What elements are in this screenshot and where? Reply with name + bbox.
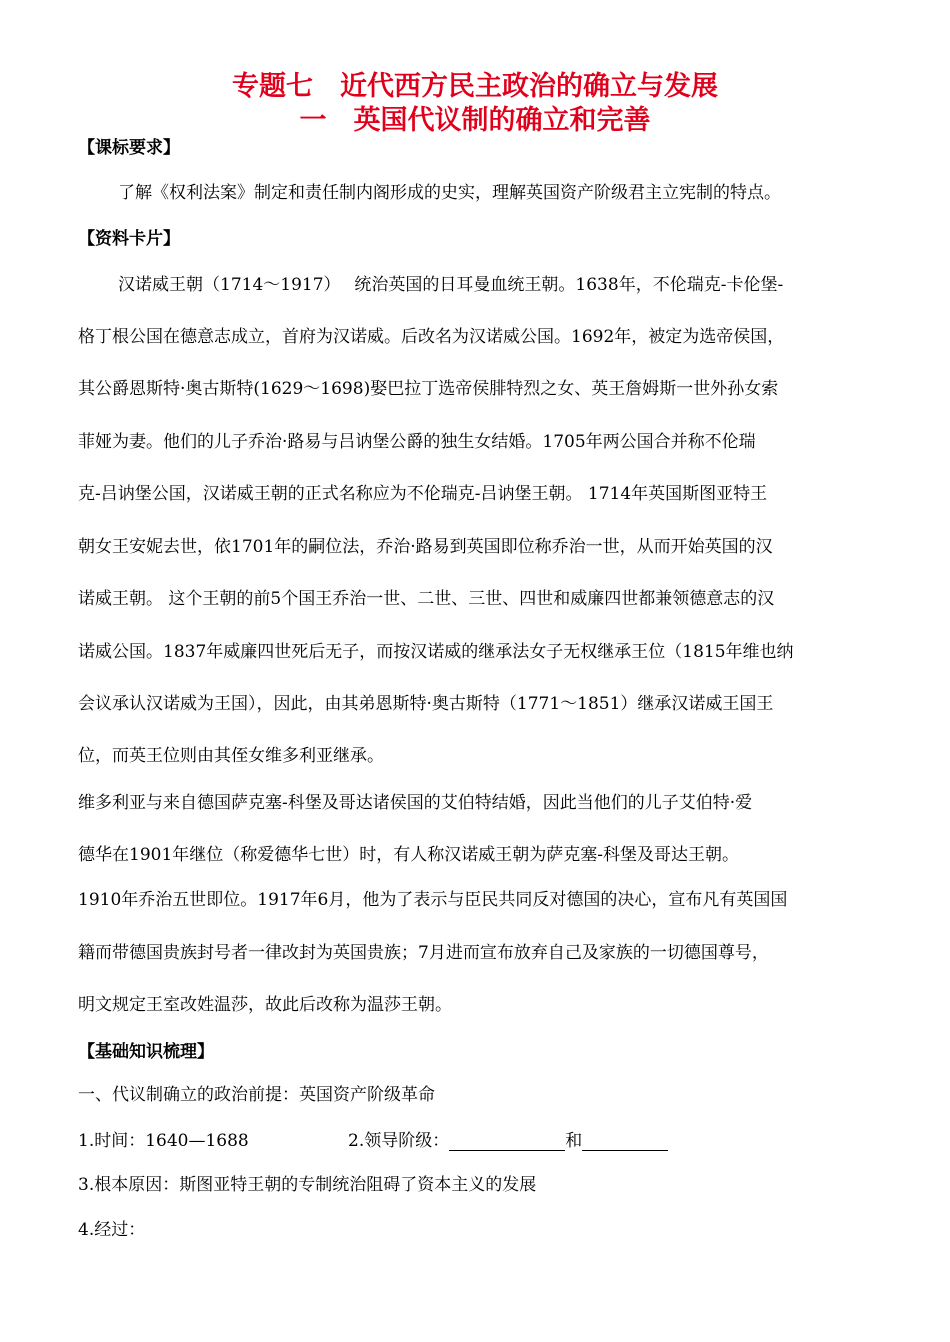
basics-time: 1.时间：1640—1688 (78, 1131, 249, 1151)
card-line: 菲娅为妻。他们的儿子乔治·路易与吕讷堡公爵的独生女结婚。1705年两公国合并称不伦瑞 (78, 432, 756, 452)
card-line: 格丁根公国在德意志成立，首府为汉诺威。后改名为汉诺威公国。1692年，被定为选帝侯国， (78, 327, 785, 347)
card-line: 诺威公国。1837年威廉四世死后无子，而按汉诺威的继承法女子无权继承王位（1815年维也纳 (78, 642, 794, 662)
card-line: 德华在1901年继位（称爱德华七世）时，有人称汉诺威王朝为萨克塞-科堡及哥达王朝。 (78, 845, 740, 865)
card-line: 籍而带德国贵族封号者一律改封为英国贵族；7月进而宣布放弃自己及家族的一切德国尊号， (78, 943, 769, 963)
basics-item-1: 一、代议制确立的政治前提：英国资产阶级革命 (78, 1085, 435, 1105)
card-line: 其公爵恩斯特·奥古斯特(1629～1698)娶巴拉丁选帝侯腓特烈之女、英王詹姆斯一世外孙女索 (78, 379, 779, 399)
card-line: 维多利亚与来自德国萨克塞-科堡及哥达诸侯国的艾伯特结婚，因此当他们的儿子艾伯特·爱 (78, 793, 753, 813)
curriculum-heading: 【课标要求】 (78, 138, 180, 158)
card-heading: 【资料卡片】 (78, 229, 180, 249)
card-line: 朝女王安妮去世，依1701年的嗣位法，乔治·路易到英国即位称乔治一世，从而开始英国的汉 (78, 537, 773, 557)
basics-cause: 3.根本原因：斯图亚特王朝的专制统治阻碍了资本主义的发展 (78, 1175, 537, 1195)
lesson-title: 一 英国代议制的确立和完善 (299, 105, 651, 136)
basics-leader-and: 和 (565, 1131, 583, 1151)
card-line: 克-吕讷堡公国，汉诺威王朝的正式名称应为不伦瑞克-吕讷堡王朝。 1714年英国斯图亚特王 (78, 484, 768, 504)
basics-process: 4.经过： (78, 1220, 146, 1240)
basics-leader-label: 2.领导阶级： (348, 1131, 450, 1151)
curriculum-text: 了解《权利法案》制定和责任制内阁形成的史实，理解英国资产阶级君主立宪制的特点。 (118, 183, 781, 203)
card-line: 汉诺威王朝（1714～1917） 统治英国的日耳曼血统王朝。1638年，不伦瑞克-卡伦堡- (118, 275, 784, 295)
document-title: 专题七 近代西方民主政治的确立与发展 (232, 71, 718, 102)
card-line: 1910年乔治五世即位。1917年6月，他为了表示与臣民共同反对德国的决心，宣布凡有英国国 (78, 890, 788, 910)
card-line: 明文规定王室改姓温莎，故此后改称为温莎王朝。 (78, 995, 452, 1015)
fill-blank-2[interactable] (582, 1132, 668, 1151)
card-line: 诺威王朝。 这个王朝的前5个国王乔治一世、二世、三世、四世和威廉四世都兼领德意志的汉 (78, 589, 775, 609)
card-line: 会议承认汉诺威为王国），因此，由其弟恩斯特·奥古斯特（1771～1851）继承汉诺威王国王 (78, 694, 774, 714)
basics-heading: 【基础知识梳理】 (78, 1042, 214, 1062)
card-line: 位，而英王位则由其侄女维多利亚继承。 (78, 746, 384, 766)
fill-blank-1[interactable] (449, 1132, 565, 1151)
basics-leader-row (348, 1126, 668, 1151)
